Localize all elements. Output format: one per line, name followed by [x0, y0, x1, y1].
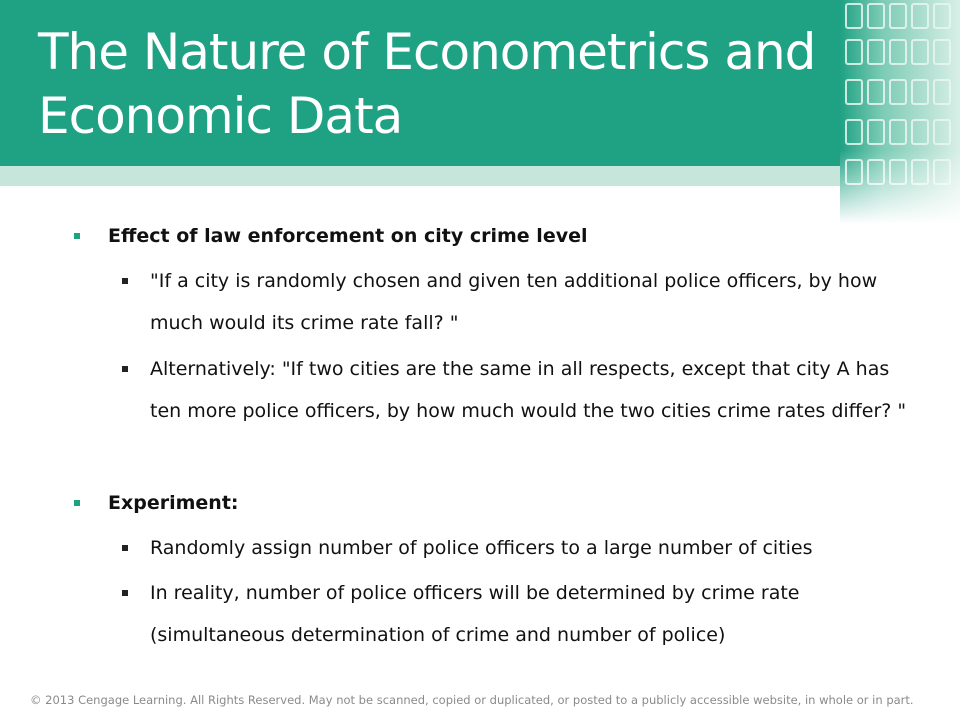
bullet-level2	[150, 572, 910, 656]
bullet-level2	[150, 348, 910, 432]
bullet-text: Alternatively: "If two cities are the same in all respects, except that city A has ten more police officers, by how much would the two cities crime rates differ? "	[150, 358, 907, 422]
bullet-level1	[108, 215, 908, 257]
bullet-text: Randomly assign number of police officers to a large number of cities	[150, 537, 813, 559]
bullet-square-icon	[74, 233, 80, 239]
bullet-text: "If a city is randomly chosen and given ten additional police officers, by how much would its crime rate fall? "	[150, 270, 878, 334]
bullet-square-icon	[122, 278, 128, 284]
bullet-square-icon	[122, 366, 128, 372]
bullet-level1	[108, 482, 908, 524]
bullet-text: In reality, number of police officers will be determined by crime rate (simultaneous determination of crime and number of police)	[150, 582, 800, 646]
bullet-level2	[150, 260, 910, 344]
bullet-text: Effect of law enforcement on city crime level	[108, 225, 588, 247]
bullet-square-icon	[74, 500, 80, 506]
bullet-text: Experiment:	[108, 492, 239, 514]
bullet-square-icon	[122, 590, 128, 596]
bullet-square-icon	[122, 545, 128, 551]
slide-title: The Nature of Econometrics and Economic Data	[38, 23, 816, 145]
copyright-footer: © 2013 Cengage Learning. All Rights Reserved. May not be scanned, copied or duplicated, or posted to a publicly accessible website, in whole or in part.	[30, 693, 914, 707]
bullet-level2	[150, 527, 910, 569]
